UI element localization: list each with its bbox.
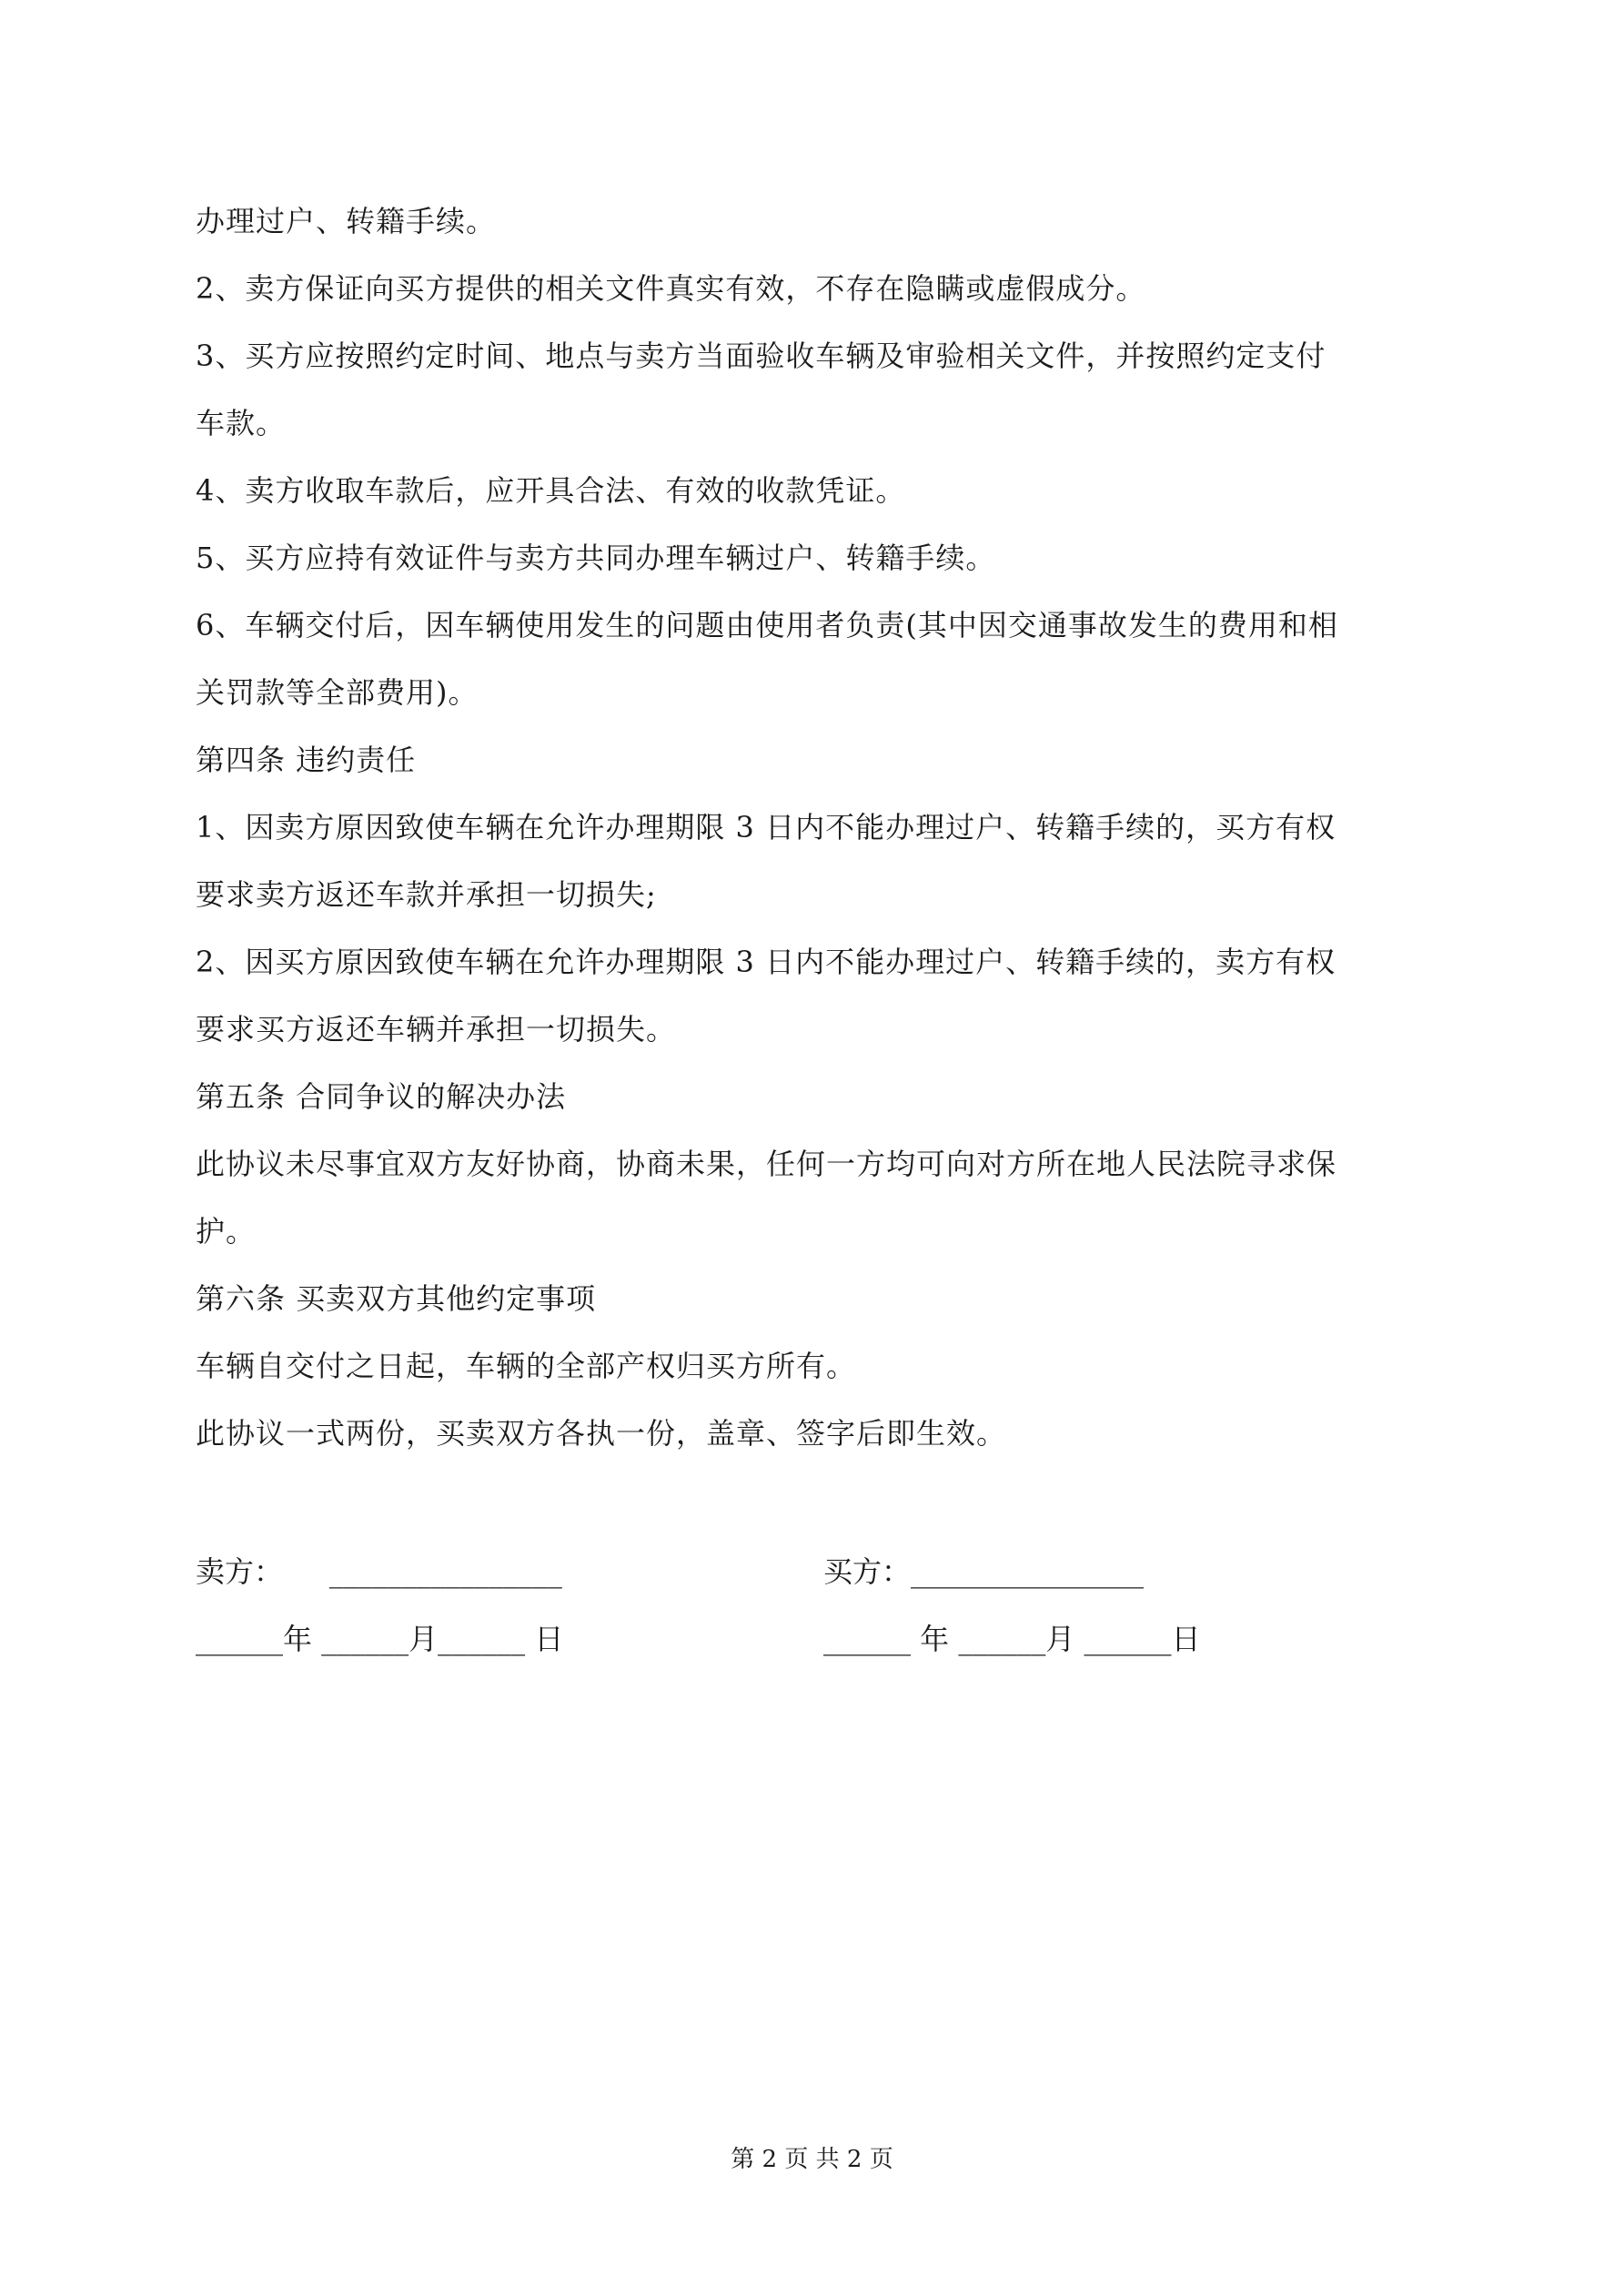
paragraph-line: 此协议一式两份，买卖双方各执一份，盖章、签字后即生效。 [196,1416,1007,1451]
paragraph-line: 办理过户、转籍手续。 [196,204,497,238]
paragraph-line: 2、因买方原因致使车辆在允许办理期限 3 日内不能办理过户、转籍手续的，卖方有权 [196,945,1337,979]
seller-date-line: ______年 ______月______ 日 [196,1622,564,1656]
seller-signature-line: 卖方： ________________ [196,1554,562,1589]
section-heading: 第六条 买卖双方其他约定事项 [196,1281,597,1316]
paragraph-line: 1、因卖方原因致使车辆在允许办理期限 3 日内不能办理过户、转籍手续的，买方有权 [196,810,1337,845]
signature-block [196,1553,1451,1687]
paragraph-line: 6、车辆交付后，因车辆使用发生的问题由使用者负责(其中因交通事故发生的费用和相 [196,608,1338,642]
date-row [196,1620,1451,1687]
buyer-signature-line: 买方：________________ [823,1554,1145,1589]
paragraph-line: 关罚款等全部费用)。 [196,675,479,710]
page-number-footer: 第 2 页 共 2 页 [731,2146,893,2173]
document-body [196,202,1451,1482]
paragraph-line: 5、买方应持有效证件与卖方共同办理车辆过户、转籍手续。 [196,541,996,575]
paragraph-line: 此协议未尽事宜双方友好协商，协商未果，任何一方均可向对方所在地人民法院寻求保 [196,1147,1337,1181]
paragraph-line: 要求卖方返还车款并承担一切损失; [196,877,657,912]
paragraph-line: 车辆自交付之日起，车辆的全部产权归买方所有。 [196,1349,857,1383]
signature-row [196,1553,1451,1620]
paragraph-line: 车款。 [196,406,287,440]
paragraph-line: 2、卖方保证向买方提供的相关文件真实有效，不存在隐瞒或虚假成分。 [196,271,1146,306]
buyer-date-line: ______ 年 ______月 ______日 [823,1622,1201,1656]
section-heading: 第五条 合同争议的解决办法 [196,1079,567,1114]
paragraph-line: 要求买方返还车辆并承担一切损失。 [196,1012,677,1047]
paragraph-line: 护。 [196,1214,257,1249]
paragraph-line: 3、买方应按照约定时间、地点与卖方当面验收车辆及审验相关文件，并按照约定支付 [196,339,1326,373]
section-heading: 第四条 违约责任 [196,743,417,777]
paragraph-line: 4、卖方收取车款后，应开具合法、有效的收款凭证。 [196,473,906,508]
